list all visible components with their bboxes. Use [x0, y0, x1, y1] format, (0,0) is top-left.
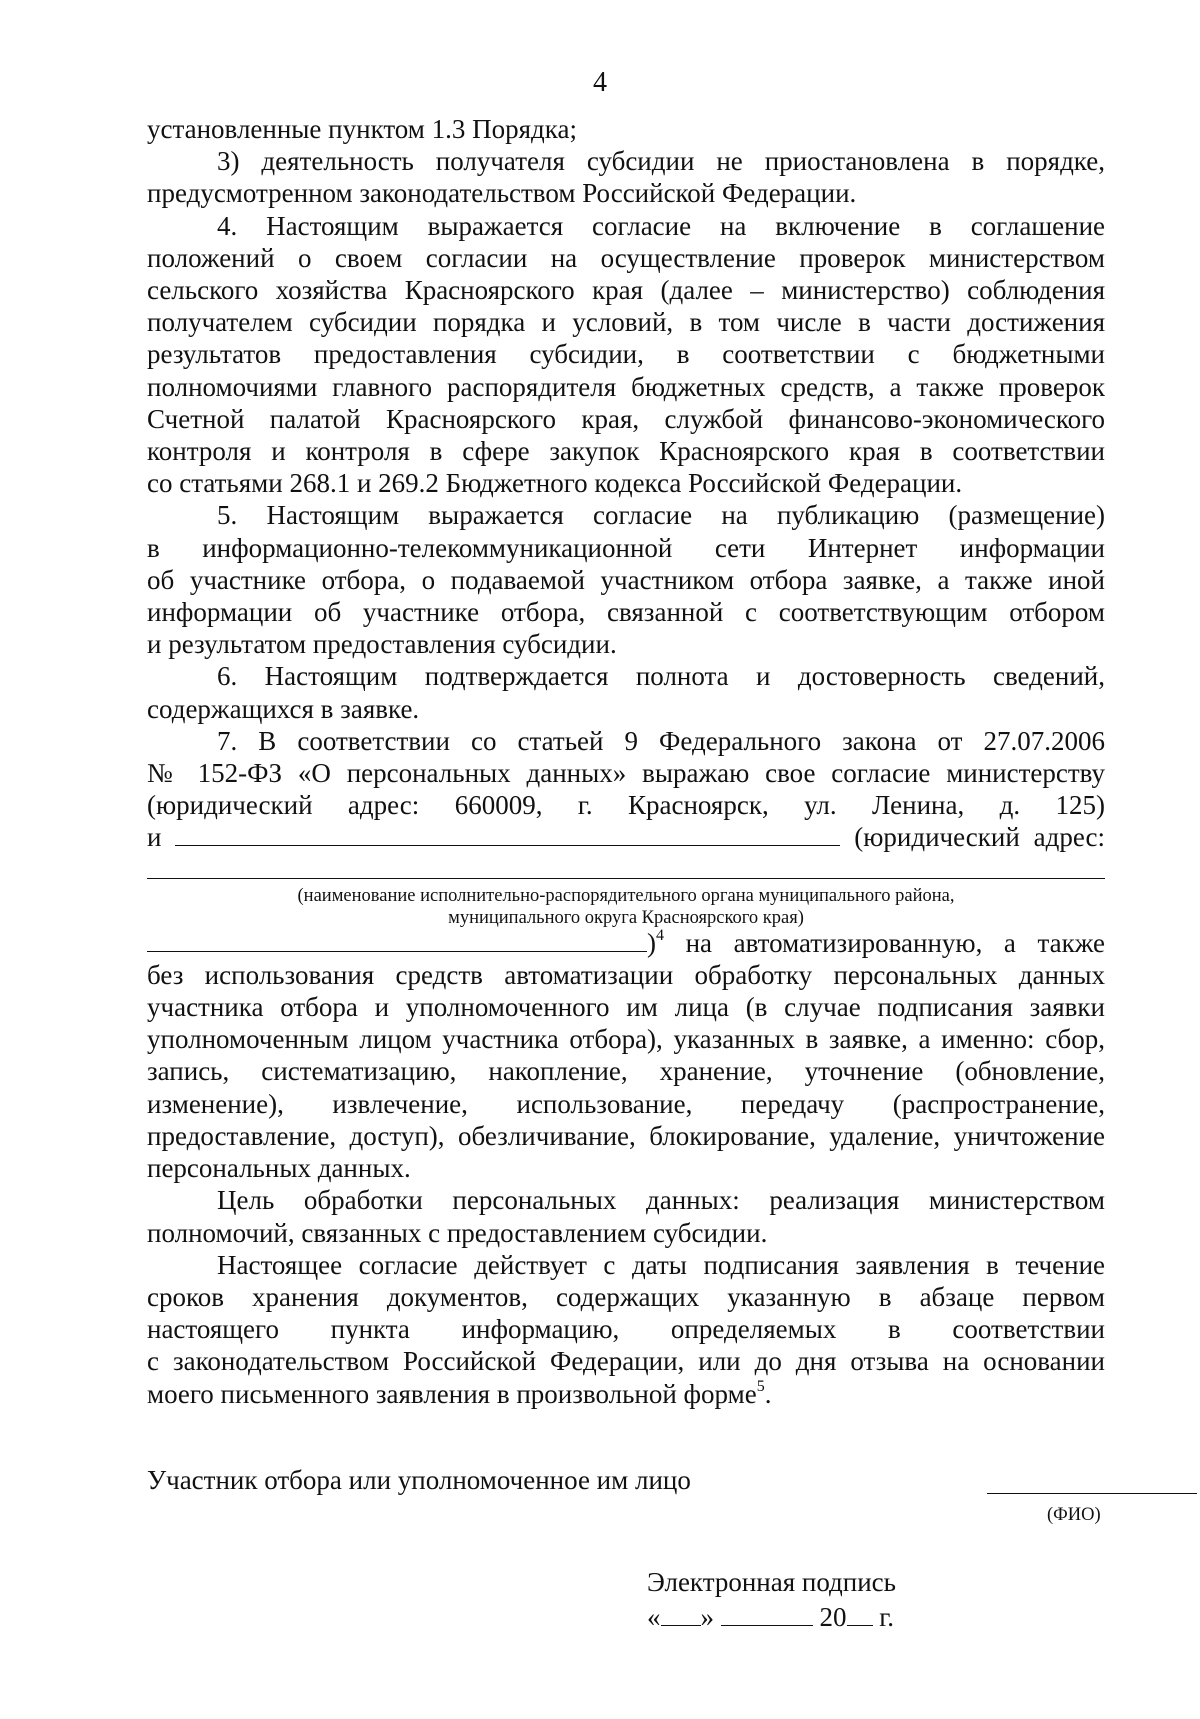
text-line: предоставление, доступ), обезличивание, блокирование, удаление, уничтожение: [147, 1120, 1105, 1151]
blank-fill-line: [175, 844, 840, 846]
text-line: [147, 1378, 1105, 1410]
text-fragment: и: [147, 822, 162, 853]
text-line: полномочий, связанных с предоставлением субсидии.: [147, 1217, 768, 1248]
text-line: 5. Настоящим выражается согласие на публикацию (размещение): [217, 500, 1105, 531]
text-line: 3) деятельность получателя субсидии не приостановлена в порядке,: [217, 146, 1105, 177]
text-line: уполномоченным лицом участника отбора), указанных в заявке, а именно: сбор,: [147, 1024, 1105, 1055]
text-line: контроля и контроля в сфере закупок Красноярского края в соответствии: [147, 436, 1105, 467]
footnote-ref: 4: [656, 926, 664, 944]
text-line: содержащихся в заявке.: [147, 693, 420, 724]
text-line: изменение), извлечение, использование, передачу (распространение,: [147, 1088, 1105, 1119]
year-suffix: г.: [879, 1602, 895, 1632]
text-line: Цель обработки персональных данных: реализация министерством: [217, 1185, 1105, 1216]
text-line: с законодательством Российской Федерации, или до дня отзыва на основании: [147, 1346, 1105, 1377]
text-line: информации об участнике отбора, связанной с соответствующим отбором: [147, 597, 1105, 628]
text-line: 7. В соответствии со статьей 9 Федерального закона от 27.07.2006: [217, 725, 1105, 756]
text-line: со статьями 268.1 и 269.2 Бюджетного кодекса Российской Федерации.: [147, 468, 963, 499]
text-line: персональных данных.: [147, 1153, 411, 1184]
text-line: полномочиями главного распорядителя бюджетных средств, а также проверок: [147, 371, 1105, 402]
caption-line: муниципального округа Красноярского края): [448, 907, 804, 928]
text-line: сроков хранения документов, содержащих указанную в абзаце первом: [147, 1281, 1105, 1312]
page-number: 4: [593, 67, 607, 98]
signatory-label: Участник отбора или уполномоченное им лицо: [147, 1465, 691, 1495]
text-line: (юридический адрес: 660009, г. Красноярск, ул. Ленина, д. 125): [147, 790, 1105, 821]
text-line: и результатом предоставления субсидии.: [147, 629, 617, 660]
date-quote-open: «: [647, 1602, 661, 1632]
text-line: № 152-ФЗ «О персональных данных» выражаю свое согласие министерству: [147, 758, 1105, 789]
text-line: 6. Настоящим подтверждается полнота и достоверность сведений,: [217, 661, 1105, 692]
text-fragment: ): [647, 927, 656, 958]
text-fragment: (юридический адрес:: [854, 822, 1106, 853]
blank-line-row: [147, 927, 1105, 959]
text-line: получателем субсидии порядка и условий, в том числе в части достижения: [147, 307, 1105, 338]
date-quote-close: »: [700, 1602, 714, 1632]
year-prefix: 20: [819, 1602, 847, 1632]
text-line: сельского хозяйства Красноярского края (далее – министерство) соблюдения: [147, 275, 1105, 306]
text-line: Настоящее согласие действует с даты подписания заявления в течение: [217, 1249, 1105, 1280]
text-line: участника отбора и уполномоченного им лица (в случае подписания заявки: [147, 992, 1105, 1023]
text-fragment: .: [764, 1378, 772, 1409]
text-line: положений о своем согласии на осуществление проверок министерством: [147, 242, 1105, 273]
text-line: настоящего пункта информацию, определяемых в соответствии: [147, 1314, 1105, 1345]
text-line: результатов предоставления субсидии, в соответствии с бюджетными: [147, 339, 1105, 370]
text-line: об участнике отбора, о подаваемой участником отбора заявке, а также иной: [147, 564, 1105, 595]
text-line: 4. Настоящим выражается согласие на включение в соглашение: [217, 210, 1105, 241]
text-line: запись, систематизацию, накопление, хранение, уточнение (обновление,: [147, 1056, 1105, 1087]
day-blank: [661, 1624, 701, 1626]
footnote-ref: 5: [756, 1377, 765, 1395]
text-fragment: моего письменного заявления в произвольной форме: [147, 1378, 757, 1409]
caption-line: (наименование исполнительно-распорядительного органа муниципального района,: [297, 885, 955, 906]
text-line: установленные пунктом 1.3 Порядка;: [147, 114, 577, 144]
text-fragment: на автоматизированную, а также: [685, 927, 1106, 958]
document-body: [147, 113, 1105, 1410]
fio-caption: (ФИО): [1047, 1505, 1101, 1525]
field-caption: [147, 885, 1105, 929]
electronic-signature-label: Электронная подпись: [647, 1567, 896, 1597]
month-blank: [721, 1624, 813, 1626]
date-line: [647, 1602, 894, 1633]
text-line: в информационно-телекоммуникационной сети Интернет информации: [147, 532, 1105, 563]
text-line: Счетной палатой Красноярского края, службой финансово-экономического: [147, 403, 1105, 434]
year-blank: [847, 1624, 873, 1626]
text-line: предусмотренном законодательством Российской Федерации.: [147, 178, 857, 209]
fio-signature-line: [987, 1493, 1197, 1494]
blank-full-line: [147, 856, 1105, 879]
text-line: без использования средств автоматизации обработку персональных данных: [147, 959, 1105, 990]
blank-fill-line: [147, 950, 647, 952]
blank-line-row: [147, 821, 1105, 853]
